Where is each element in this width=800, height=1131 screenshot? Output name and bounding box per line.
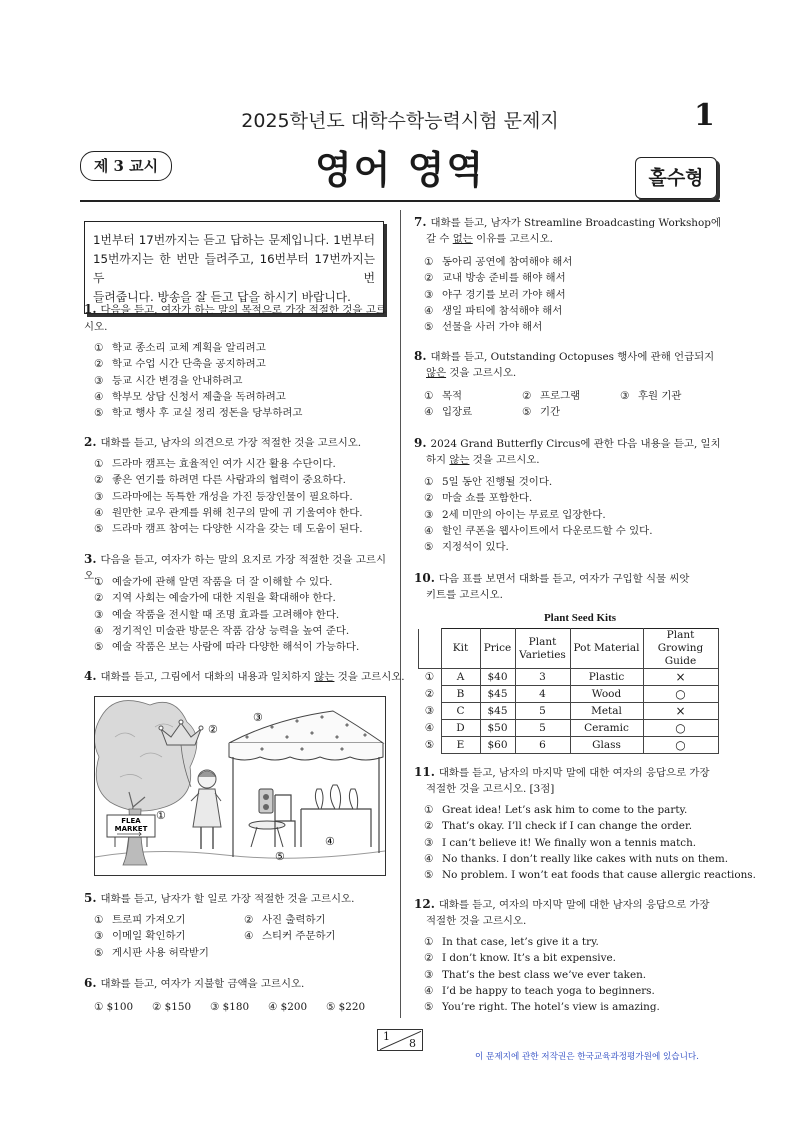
option[interactable]: ③ 예술 작품을 전시할 때 조명 효과를 고려해야 한다. <box>94 608 340 621</box>
option-row <box>424 404 724 420</box>
question-stem: 하지 <box>426 454 450 466</box>
column-header: Plant Growing Guide <box>643 629 718 669</box>
option[interactable]: ③ That’s the best class we’ve ever taken. <box>424 968 647 981</box>
label-3: ③ <box>253 711 263 724</box>
page-current: 1 <box>383 1030 390 1043</box>
question-2 <box>84 434 386 451</box>
question-stem: 키트를 고르시오. <box>426 589 503 601</box>
option[interactable]: ⑤ 학교 행사 후 교실 정리 정돈을 당부하려고 <box>94 407 303 420</box>
question-stem: 대화를 듣고, 여자의 마지막 말에 대한 남자의 응답으로 가장 <box>438 899 710 911</box>
question-stem: 적절한 것을 고르시오. [3점] <box>426 783 555 795</box>
question-stem: 것을 고르시오. <box>469 454 540 466</box>
option[interactable]: ④ 생일 파티에 참석해야 해서 <box>424 304 563 317</box>
option[interactable]: ⑤ 예술 작품은 보는 사람에 따라 다양한 해석이 가능하다. <box>94 641 360 654</box>
question-stem-underlined: 않는 <box>314 671 335 683</box>
question-5 <box>84 890 386 907</box>
option[interactable]: ① In that case, let’s give it a try. <box>424 936 599 948</box>
option[interactable]: ② 지역 사회는 예술가에 대한 지원을 확대해야 한다. <box>94 592 336 605</box>
vase-table-icon <box>301 785 371 847</box>
option[interactable]: ① Great idea! Let’s ask him to come to the party. <box>424 804 688 816</box>
question-stem: 대화를 듣고, 여자가 지불할 금액을 고르시오. <box>100 978 305 990</box>
question-stem: 대화를 듣고, 남자의 마지막 말에 대한 여자의 응답으로 가장 <box>438 767 710 779</box>
question-1 <box>84 301 386 336</box>
q8-options <box>424 388 724 421</box>
girl-icon <box>191 770 221 849</box>
option[interactable]: ⑤ 선물을 사러 가야 해서 <box>424 321 543 334</box>
option[interactable]: ③ 야구 경기를 보러 가야 해서 <box>424 288 566 301</box>
option[interactable]: ⑤ 기간 <box>522 406 561 419</box>
form-type-badge <box>635 157 717 199</box>
label-5: ⑤ <box>275 850 285 863</box>
table-row[interactable]: ④ D $50 5 Ceramic ○ <box>419 720 719 737</box>
option[interactable]: ① 동아리 공연에 참여해야 해서 <box>424 256 573 268</box>
question-stem: 대화를 듣고, 남자가 할 일로 가장 적절한 것을 고르시오. <box>100 893 355 905</box>
page-number: 1 <box>694 98 715 133</box>
question-11 <box>414 764 718 797</box>
sign-line-1: FLEA <box>121 817 141 825</box>
copyright-notice: 이 문제지에 관한 저작권은 한국교육과정평가원에 있습니다. <box>475 1052 699 1062</box>
question-10 <box>414 570 718 603</box>
page-counter <box>377 1029 423 1051</box>
option[interactable]: ⑤ No problem. I won’t eat foods that cause allergic reactions. <box>424 869 756 882</box>
option[interactable]: ① 학교 종소리 교체 계획을 알리려고 <box>94 342 266 354</box>
question-stem-underlined: 없는 <box>452 233 473 245</box>
option[interactable]: ④ 원만한 교우 관계를 위해 친구의 말에 귀 기울여야 한다. <box>94 506 363 519</box>
column-header: Kit <box>441 629 480 669</box>
option[interactable]: ③ $180 <box>210 1001 250 1013</box>
question-number: 1. <box>84 302 97 316</box>
option[interactable]: ① 트로피 가져오기 <box>94 914 186 926</box>
question-8 <box>414 348 718 381</box>
option[interactable]: ③ 2세 미만의 아이는 무료로 입장한다. <box>424 508 606 521</box>
option[interactable]: ③ 후원 기관 <box>620 390 682 402</box>
option[interactable]: ⑤ 드라마 캠프 참여는 다양한 시각을 갖는 데 도움이 된다. <box>94 523 363 536</box>
question-stem: 다음을 듣고, 여자가 하는 말의 요지로 가장 적절한 것을 고르시오. <box>84 554 386 582</box>
question-stem-underlined: 않은 <box>426 367 447 379</box>
question-stem: 적절한 것을 고르시오. <box>426 915 527 927</box>
question-stem: 갈 수 <box>426 233 453 245</box>
sign-line-2: MARKET <box>114 825 148 833</box>
option[interactable]: ② That’s okay. I’ll check if I can change the order. <box>424 820 693 833</box>
option[interactable]: ④ No thanks. I don’t really like cakes with nuts on them. <box>424 852 729 865</box>
table-row[interactable]: ⑤ E $60 6 Glass ○ <box>419 737 719 754</box>
flea-market-drawing <box>95 697 385 875</box>
option[interactable]: ④ I’d be happy to teach yoga to beginners. <box>424 984 655 997</box>
option-row <box>94 928 394 944</box>
column-header: Price <box>480 629 515 669</box>
question-stem: 대화를 듣고, 남자가 Streamline Broadcasting Workshop에 <box>430 217 721 229</box>
question-number: 8. <box>414 349 427 363</box>
question-number: 11. <box>414 765 435 779</box>
question-stem: 이유를 고르시오. <box>472 233 553 245</box>
label-2: ② <box>208 723 218 736</box>
option[interactable]: ④ 스티커 주문하기 <box>244 930 336 943</box>
chair-icon <box>275 795 295 847</box>
question-number: 3. <box>84 552 97 566</box>
option[interactable]: ② $150 <box>152 1001 192 1013</box>
option[interactable]: ③ 등교 시간 변경을 안내하려고 <box>94 374 243 387</box>
option[interactable]: ② 좋은 연기를 하려면 다른 사람과의 협력이 중요하다. <box>94 474 346 487</box>
table-row[interactable]: ③ C $45 5 Metal × <box>419 703 719 720</box>
question-stem: 것을 고르시오. <box>446 367 517 379</box>
q1-options <box>94 340 302 421</box>
question-12 <box>414 896 718 929</box>
option[interactable]: ② 학교 수업 시간 단축을 공지하려고 <box>94 358 266 371</box>
instruction-line: 15번까지는 한 번만 들려주고, 16번부터 17번까지는 두 번 <box>93 252 375 285</box>
question-stem: 대화를 듣고, Outstanding Octopuses 행사에 관해 언급되지 <box>430 351 715 363</box>
question-number: 9. <box>414 436 427 450</box>
option[interactable]: ① 목적 <box>424 390 463 402</box>
question-stem: 대화를 듣고, 그림에서 대화의 내용과 일치하지 <box>100 671 315 683</box>
speaker-icon <box>249 789 285 847</box>
question-7 <box>414 214 721 247</box>
option[interactable]: ① 드라마 캠프는 효율적인 여가 시간 활용 수단이다. <box>94 458 336 470</box>
option[interactable]: ② 마술 쇼를 포함한다. <box>424 492 533 505</box>
q6-options <box>94 999 365 1015</box>
question-stem: 대화를 듣고, 남자의 의견으로 가장 적절한 것을 고르시오. <box>100 437 362 449</box>
instruction-line: 1번부터 17번까지는 듣고 답하는 문제입니다. 1번부터 <box>93 233 375 247</box>
subject-title: 영어 영역 <box>314 148 486 192</box>
option[interactable]: ⑤ You’re right. The hotel’s view is amazing. <box>424 1001 660 1014</box>
option[interactable]: ② 사진 출력하기 <box>244 914 326 926</box>
question-number: 12. <box>414 897 435 911</box>
label-1: ① <box>156 809 166 822</box>
q7-options <box>424 254 572 335</box>
question-number: 7. <box>414 215 427 229</box>
table-row[interactable]: ① A $40 3 Plastic × <box>419 669 719 686</box>
flea-market-illustration <box>94 696 386 876</box>
option[interactable]: ④ 정기적인 미술관 방문은 작품 감상 능력을 높여 준다. <box>94 624 350 637</box>
option[interactable]: ② I don’t know. It’s a bit expensive. <box>424 952 616 965</box>
question-4 <box>84 668 405 685</box>
form-type-label: 홀수형 <box>648 167 704 189</box>
option[interactable]: ⑤ 지정석이 있다. <box>424 541 509 554</box>
q12-options <box>424 934 660 1015</box>
question-number: 6. <box>84 976 97 990</box>
question-number: 5. <box>84 891 97 905</box>
exam-title: 2025학년도 대학수학능력시험 문제지 <box>241 110 559 132</box>
question-6 <box>84 975 386 992</box>
option[interactable]: ① $100 <box>94 1001 134 1013</box>
column-divider <box>400 210 401 1018</box>
instruction-line: 들려줍니다. 방송을 잘 듣고 답을 하시기 바랍니다. <box>93 290 351 304</box>
question-stem: 다음 표를 보면서 대화를 듣고, 여자가 구입할 식물 씨앗 <box>438 573 690 585</box>
table-row[interactable]: ② B $45 4 Wood ○ <box>419 686 719 703</box>
header-rule <box>80 200 720 202</box>
option[interactable]: ④ 입장료 <box>424 406 473 419</box>
option[interactable]: ⑤ 게시판 사용 허락받기 <box>94 946 209 959</box>
option[interactable]: ② 교내 방송 준비를 해야 해서 <box>424 272 566 285</box>
question-number: 2. <box>84 435 97 449</box>
q11-options <box>424 802 756 883</box>
option-row <box>424 388 724 404</box>
option[interactable]: ① 예술가에 관해 알면 작품을 더 잘 이해할 수 있다. <box>94 576 333 588</box>
period-badge: 제 3 교시 <box>80 151 172 181</box>
option-row <box>94 912 394 928</box>
tent-icon <box>229 711 383 857</box>
option[interactable]: ① 5일 동안 진행될 것이다. <box>424 476 553 488</box>
question-9 <box>414 435 721 468</box>
option[interactable]: ③ 드라마에는 독특한 개성을 가진 등장인물이 필요하다. <box>94 490 353 503</box>
option[interactable]: ③ I can’t believe it! We finally won a tennis match. <box>424 836 697 849</box>
column-header: Plant Varieties <box>515 629 570 669</box>
question-stem: 다음을 듣고, 여자가 하는 말의 목적으로 가장 적절한 것을 고르시오. <box>84 304 386 333</box>
option[interactable]: ④ 학부모 상담 신청서 제출을 독려하려고 <box>94 390 286 403</box>
option[interactable]: ⑤ $220 <box>326 1001 366 1013</box>
question-stem: 것을 고르시오. <box>334 671 405 683</box>
option[interactable]: ② 프로그램 <box>522 390 581 402</box>
table-header-row <box>419 629 719 669</box>
column-header: Pot Material <box>570 629 643 669</box>
page-total: 8 <box>409 1037 416 1050</box>
option[interactable]: ④ $200 <box>268 1001 308 1013</box>
question-stem: 2024 Grand Butterfly Circus에 관한 다음 내용을 듣고, 일치 <box>430 438 721 450</box>
table-title: Plant Seed Kits <box>543 612 617 624</box>
plant-kit-table <box>418 628 719 754</box>
q5-options <box>94 912 394 961</box>
q9-options <box>424 474 653 555</box>
question-number: 4. <box>84 669 97 683</box>
option[interactable]: ④ 할인 쿠폰을 웹사이트에서 다운로드할 수 있다. <box>424 524 653 537</box>
q3-options <box>94 574 359 655</box>
question-number: 10. <box>414 571 435 585</box>
question-stem-underlined: 않는 <box>449 454 470 466</box>
q2-options <box>94 456 363 537</box>
label-4: ④ <box>325 835 335 848</box>
option[interactable]: ③ 이메일 확인하기 <box>94 930 186 943</box>
